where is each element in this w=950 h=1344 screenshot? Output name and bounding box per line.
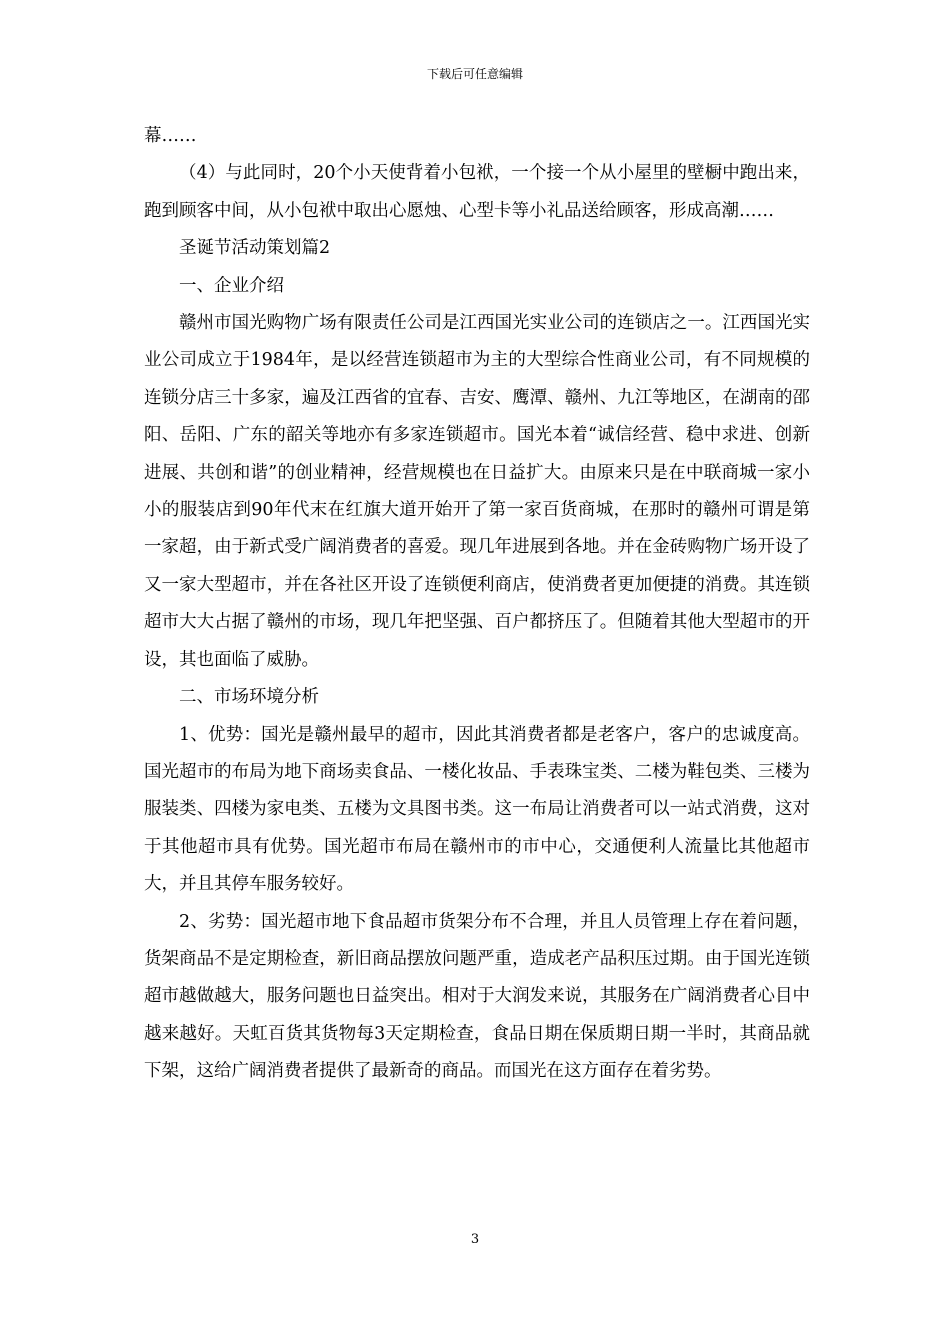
page-header: 下载后可任意编辑 [426, 67, 523, 81]
section-heading: 一、企业介绍 [179, 275, 284, 296]
page-number: 3 [470, 1232, 480, 1247]
paragraph: 赣州市国光购物广场有限责任公司是江西国光实业公司的连锁店之一。江西国光实业公司成立于1984年，是以经营连锁超市为主的大型综合性商业公司，有不同规模的连锁分店三十多家，遍及江西省的宜春、吉安、鹰潭、赣州、九江等地区，在湖南的邵阳、岳阳、广东的韶关等地亦有多家连锁超市。国光本着“诚信经营、稳中求进、创新进展、共创和谐”的创业精神，经营规模也在日益扩大。由原来只是在中联商城一家小小的服装店到90年代末在红旗大道开始开了第一家百货商城，在那时的赣州可谓是第一家超，由于新式受广阔消费者的喜爱。现几年进展到各地。并在金砖购物广场开设了又一家大型超市，并在各社区开设了连锁便利商店，使消费者更加便捷的消费。其连锁超市大大占据了赣州的市场，现几年把坚强、百户都挤压了。但随着其他大型超市的开设，其也面临了威胁。 [144, 313, 810, 670]
paragraph: （4）与此同时，20个小天使背着小包袱，一个接一个从小屋里的壁橱中跑出来，跑到顾客中间，从小包袱中取出心愿烛、心型卡等小礼品送给顾客，形成高潮…… [144, 163, 810, 221]
paragraph: 1、优势：国光是赣州最早的超市，因此其消费者都是老客户，客户的忠诚度高。国光超市的布局为地下商场卖食品、一楼化妆品、手表珠宝类、二楼为鞋包类、三楼为服装类、四楼为家电类、五楼为文具图书类。这一布局让消费者可以一站式消费，这对于其他超市具有优势。国光超市布局在赣州市的市中心，交通便利人流量比其他超市大，并且其停车服务较好。 [144, 724, 810, 895]
document-body [144, 118, 810, 1091]
paragraph: 2、劣势：国光超市地下食品超市货架分布不合理，并且人员管理上存在着问题，货架商品不是定期检查，新旧商品摆放问题严重，造成老产品积压过期。由于国光连锁超市越做越大，服务问题也日益突出。相对于大润发来说，其服务在广阔消费者心目中越来越好。天虹百货其货物每3天定期检查，食品日期在保质期日期一半时，其商品就下架，这给广阔消费者提供了最新奇的商品。而国光在这方面存在着劣势。 [144, 911, 810, 1082]
section-title: 圣诞节活动策划篇2 [179, 238, 331, 259]
paragraph: 幕…… [144, 126, 197, 146]
section-heading: 二、市场环境分析 [179, 687, 319, 708]
